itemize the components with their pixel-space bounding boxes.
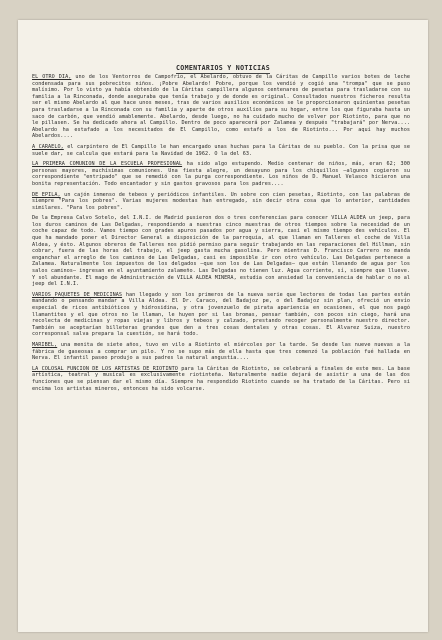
paragraph-4: DE EPILA, un cajón inmenso de tebeos y periódicos infantiles. Un sobre con cien pesetas, Riotinto, con las palabras de siempre "Para los pobres". Varias mujeres modestas han entregado, sin decir otra cosa que lo anterior, cantidades similares. "Para los pobres".: [32, 191, 410, 211]
paragraph-1: EL OTRO DIA, uno de los Ventorros de Campofrío, el Abelardo, obtuvo de la Cáritas de Campillo varios botes de leche condensada para sus pobrecitos niños. ¡Pobre Abelardo! Pobre, porque los vendió y cogió una "trompa" que se puso malísimo. Por lo visto ya había obtenido de la Cáritas campillera algunos centenares de pesetas para trasladarse con su familia a la Rinconada, donde aseguraba que tenía trabajo y de donde es original. Consultados nuestros ficheros resulta ser el mismo Abelardo al que hace unos meses, tras de varios auxilios económicos se le proporcionaron quinientas pesetas para trasladarse a la Rinconada con su familia y aparte de otros auxilios para su hogar, entre los que figuraba hasta un saco de carbón, que vendió amablemente. Abelardo, desde luego, no ha cuidado mucho de volver por Riotinto, para que no le pillasen. Se ha dedicado ahora al Campillo. Dentro de poco aparecerá por Zalamea y después "trabajará" por Nerva.... Abelardo ha estafado a los necesitados de El Campillo, como estafó a los de Riotinto... Por aquí hay muchos Abelardos....: [32, 74, 410, 140]
paragraph-2: A CARAELO, el carpintero de El Campillo le han encargado unas huchas para la Cáritas de su pueblo. Con la prisa que se suele dar, se calcula que estará para la Navidad de 1962. O la del 63.: [32, 143, 410, 157]
document-page: [18, 20, 428, 632]
paragraph-5: De la Empresa Calvo Sotelo, del I.N.I. de Madrid pusieron dos o tres conferencias para conocer VILLA ALDEA un jeep, para los duros caminos de Las Delgadas, respondiendo a nuestras cinco muestras de otros tiempos sobre la necesidad de un coche capaz de todo. Vamos tiempo con grades apuros pasados por agua y sierra, casi el mismo tiempo des vehículos. El que ha mandado poner el Director General a disposición de la parroquia, al que llaman en Talleres el coche de Villa Aldea, y ésto. Algunos obreros de Talleres nos pidió permiso para seguir trabajando en las reparaciones del Hillman, sin cobrar, fuera de las horas del trabajo, el jeep gasta mucha gasolina. Pero mientras D. Francisco Carrero no manda enganchar el arreglo de los caminos de Las Delgadas, casi es imposible ir con otro vehículo. Las Delgadas pertenece a Zalamea. Naturalmente los impuestos de los delgados —que son los de Las Delgadas— que están llenando de agua por los salos caminos— ingresan en el ayuntamiento zalameño. Las Delgadas no tienen luz. Agua corriente, sí, siempre que llueve. Y sol abundante. El mago de Administración de VILLA ALDEA MINERA, estudia con ansiedad la conveniencia de hablar o no al jeep del I.N.I.: [32, 215, 410, 288]
paragraph-3: LA PRIMERA COMUNION DE LA ESCUELA PROFESIONAL ha sido algo estupendo. Medio centenar de niños, más, eran 62; 300 personas mayores, muchísimas comuniones. Una fiesta alegre, un desayuno para los chiquillos —algunos cogieron su correspondiente "entripado" que se remedió con la purga correspondiente. Los niños de D. Manuel Velasco hicieron una bonita representación. Todo encantador y sin gastos gravosos para los padres....: [32, 161, 410, 187]
document-heading: COMENTARIOS Y NOTICIAS: [176, 64, 270, 72]
paragraph-7: MARIBEL, una menita de siete años, tuvo en vilo a Riotinto el miércoles por la tarde. Se desde las nueve nuevas a la fábrica de gaseosas a comprar un pilo. Y no se supo más de ella hasta que tres comenzó la población fué hallada en Nerva. El infantil paseo produjo a sus padres la natural angustia....: [32, 341, 410, 362]
paragraph-8: LA COLOSAL FUNCION DE LOS ARTISTAS DE RIOTINTO para la Cáritas de Riotinto, se celebrará a finales de este mes. La base artística, teatral y musical es exclusivamente riotinteña. Naturalmente nadie dejará de asistir a una de las dos funciones que se piensan dar el mismo día. Siempre ha respondido Riotinto cuando se ha tratado de la Cáritas. Pero si encima los artistas mineros, entonces ha sido volcarse.: [32, 365, 410, 392]
paragraph-6: VARIOS PAQUETES DE MEDICINAS han llegado y son los primeros de la nueva serie que lectores de todas las partes están mandando o pensando mandar a Villa Aldea. El Dr. Caraco, del Badajoz pe, o del Badajoz sin plan, ofreció un envío especial de ricos antibióticos y hidrosidina, y otra jovenzuelo de pirata apariencia en ocasiones, el que nos pagó llamantites y el que otros no le llaman, le huyen por si las bromas, pensar también, con pocos sin ciego, hará una recolecta de medicinas y ropas viejas y libros y tebeos y calzado, prestando recoger personalmente nuestro director. También se aceptarían billeteras grandes que den a tres cosas dentales y otras cosas. El Alvarez Suiza, nuestro corresponsal salva prepara la cuestión, se hará todo.: [32, 291, 410, 338]
document-body: [18, 74, 428, 392]
